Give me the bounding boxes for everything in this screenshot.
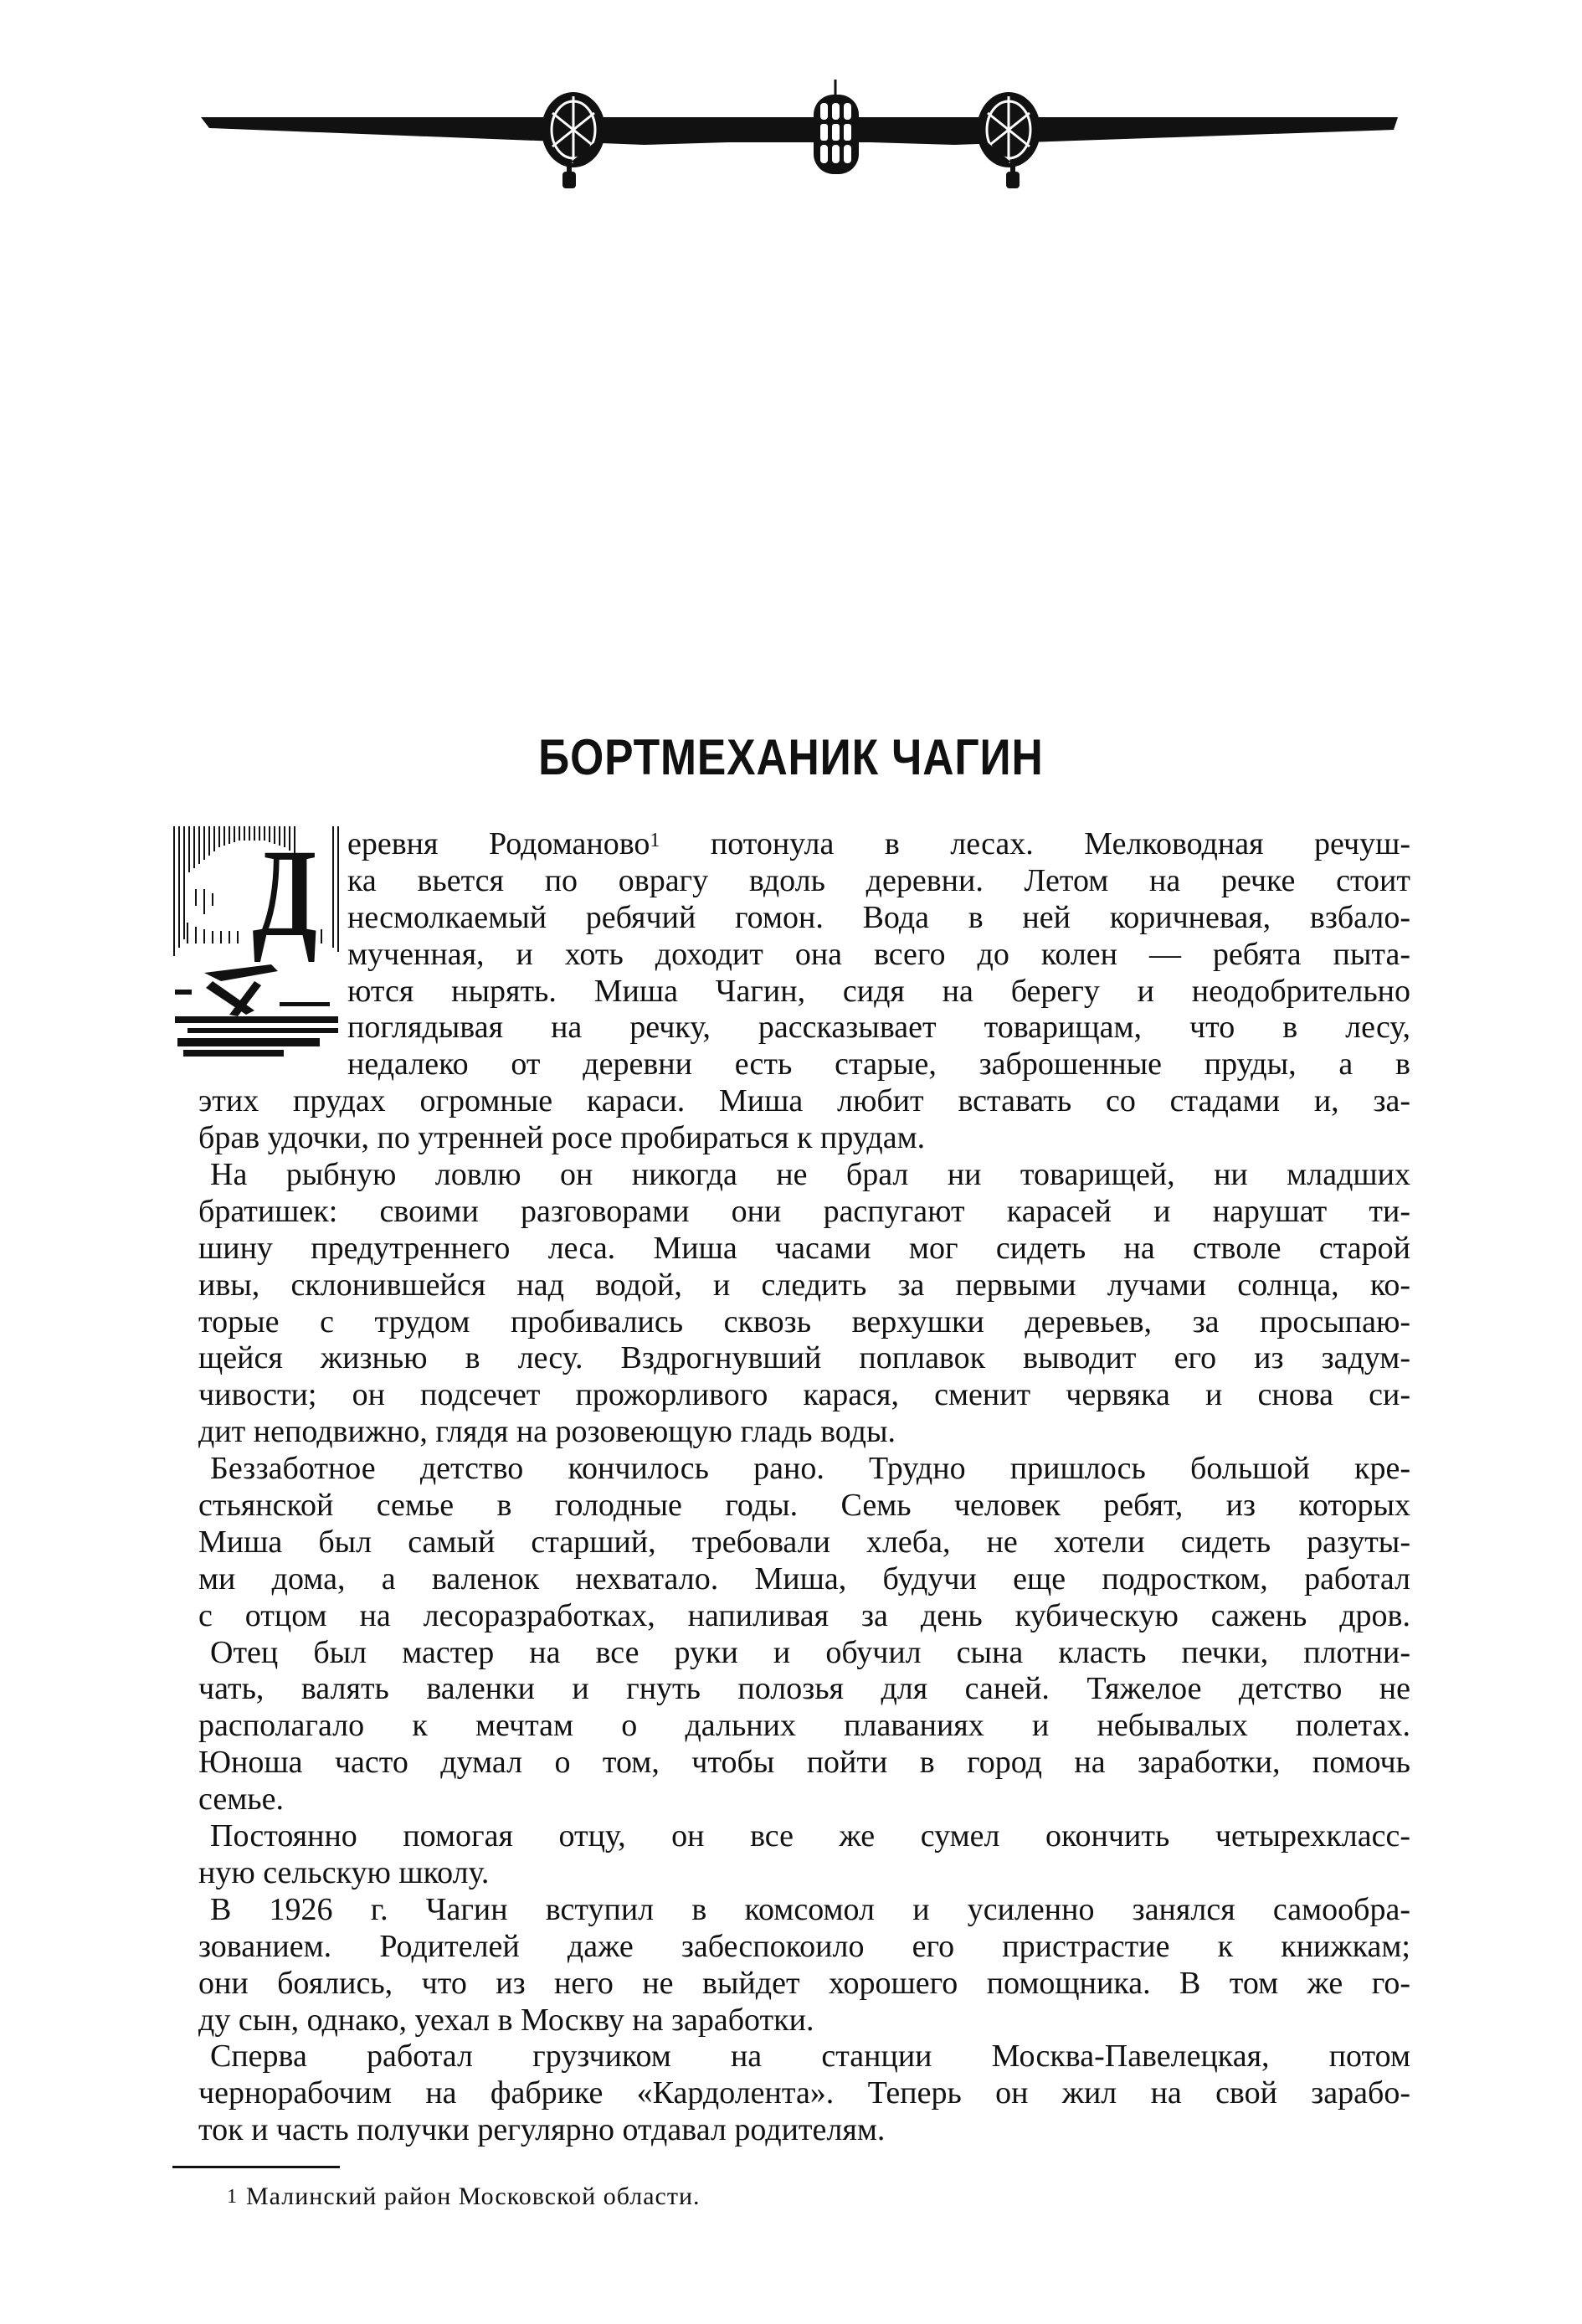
text-line (198, 1157, 1410, 1194)
text-line-content: ивы, склонившейся над водой, и следить за первыми лучами солнца, ко- (198, 1267, 1410, 1303)
text-line (198, 1304, 1410, 1341)
text-line (198, 1782, 1410, 1818)
text-line-content: Миша был самый старший, требовали хлеба, не хотели сидеть разуты- (198, 1524, 1410, 1560)
text-line (198, 1451, 1410, 1488)
text-line (198, 1377, 1410, 1414)
footnote-rule (172, 2166, 340, 2168)
text-line-content: ка вьется по оврагу вдоль деревни. Летом на речке стоит (347, 862, 1410, 898)
text-line (198, 1818, 1410, 1855)
text-line-content: они боялись, что из него не выйдет хорошего помощника. В том же го- (198, 1965, 1410, 2001)
text-line-content: зованием. Родителей даже забеспокоило его пристрастие к книжкам; (198, 1928, 1410, 1964)
footnote (227, 2180, 701, 2213)
text-line (198, 1598, 1410, 1635)
text-line (347, 863, 1410, 900)
text-line-content: братишек: своими разговорами они распугают карасей и нарушат ти- (198, 1193, 1410, 1229)
text-line-content: Беззаботное детство кончилось рано. Трудно пришлось большой кре- (210, 1451, 1410, 1487)
text-line-content: ток и часть получки регулярно отдавал родителям. (198, 2112, 886, 2148)
text-line-content: ную сельскую школу. (198, 1854, 490, 1890)
text-line (198, 1671, 1410, 1708)
text-line-content: На рыбную ловлю он никогда не брал ни товарищей, ни младших (210, 1157, 1410, 1193)
text-line (198, 1120, 1410, 1157)
text-line-content: чать, валять валенки и гнуть полозья для саней. Тяжелое детство не (198, 1671, 1410, 1707)
fuselage-icon (814, 80, 859, 174)
text-line (347, 826, 1410, 863)
text-line (198, 1414, 1410, 1451)
text-line (198, 1892, 1410, 1929)
text-line (198, 1966, 1410, 2003)
text-line-content: семье. (198, 1782, 284, 1818)
text-line (198, 1488, 1410, 1524)
text-line (198, 1635, 1410, 1672)
text-line-content: чивости; он подсечет прожорливого карася, сменит червяка и снова си- (198, 1377, 1410, 1413)
text-line-content: шину предутреннего леса. Миша часами мог сидеть на стволе старой (198, 1230, 1410, 1266)
text-line-content: дит неподвижно, глядя на розовеющую гладь воды. (198, 1414, 896, 1450)
right-engine-icon (977, 92, 1040, 188)
text-line (198, 1561, 1410, 1598)
text-line-content: щейся жизнью в лесу. Вздрогнувший поплавок выводит его из задум- (198, 1340, 1410, 1376)
text-line-content: поглядывая на речку, рассказывает товарищам, что в лесу, (347, 1010, 1410, 1046)
text-line (198, 2039, 1410, 2075)
footnote-text: Малинский район Московской области. (246, 2183, 701, 2210)
text-line (347, 900, 1410, 937)
footnote-number: 1 (227, 2186, 238, 2208)
text-line-content: Отец был мастер на все руки и обучил сына класть печки, плотни- (210, 1634, 1410, 1670)
text-line-content: недалеко от деревни есть старые, заброшенные пруды, а в (347, 1046, 1410, 1082)
airplane-wing (201, 117, 1398, 145)
text-line-content: располагало к мечтам о дальних плаваниях и небывалых полетах. (198, 1708, 1410, 1744)
text-line (347, 1046, 1410, 1083)
text-line-content: Сперва работал грузчиком на станции Москва-Павелецкая, потом (210, 2039, 1410, 2075)
text-line (198, 1083, 1410, 1120)
text-line-content: ду сын, однако, уехал в Москву на заработки. (198, 2002, 814, 2038)
text-line-content: чернорабочим на фабрике «Кардолента». Теперь он жил на свой зарабо- (198, 2075, 1410, 2111)
text-line (198, 1855, 1410, 1892)
text-line-content: с отцом на лесоразработках, напиливая за день кубическую сажень дров. (198, 1597, 1410, 1633)
text-line-content: ются нырять. Миша Чагин, сидя на берегу и неодобрительно (347, 973, 1410, 1009)
footnote-marker: 1 (650, 830, 660, 851)
text-line (347, 1010, 1410, 1046)
text-line (198, 1231, 1410, 1267)
airplane-ornament (201, 80, 1398, 193)
text-line (347, 974, 1410, 1010)
left-engine-icon (542, 92, 605, 188)
text-line-content: Юноша часто думал о том, чтобы пойти в город на заработки, помочь (198, 1745, 1410, 1781)
text-line-content: потонула в лесах. Мелководная речуш- (660, 826, 1411, 861)
text-line-content: ми дома, а валенок нехватало. Миша, будучи еще подростком, работал (198, 1560, 1410, 1596)
text-line-content: В 1926 г. Чагин вступил в комсомол и усиленно занялся самообра- (210, 1891, 1410, 1927)
chapter-title: БОРТМЕХАНИК ЧАГИН (538, 729, 1044, 785)
text-line (198, 2003, 1410, 2039)
text-line-content: торые с трудом пробивались сквозь верхушки деревьев, за просыпаю- (198, 1303, 1410, 1339)
text-line (198, 1745, 1410, 1782)
text-line-content: мученная, и хоть доходит она всего до колен — ребята пыта- (347, 936, 1410, 972)
text-line (198, 1267, 1410, 1304)
text-line (198, 1929, 1410, 1966)
text-line (198, 2112, 1410, 2149)
text-line-content: стьянской семье в голодные годы. Семь человек ребят, из которых (198, 1488, 1410, 1524)
drop-cap-letter: Д (252, 823, 317, 963)
text-line (198, 1524, 1410, 1561)
text-line (198, 2075, 1410, 2112)
text-line (198, 1194, 1410, 1231)
text-line (347, 937, 1410, 974)
text-line (198, 1708, 1410, 1745)
text-line-content: еревня Родоманово (347, 826, 650, 861)
text-line-content: брав удочки, по утренней росе пробираться к прудам. (198, 1120, 926, 1156)
text-line-content: этих прудах огромные караси. Миша любит вставать со стадами и, за- (198, 1083, 1410, 1119)
text-line-content: Постоянно помогая отцу, он все же сумел окончить четырехкласс- (210, 1818, 1410, 1854)
text-line-content: несмолкаемый ребячий гомон. Вода в ней коричневая, взбало- (347, 899, 1410, 935)
text-line (198, 1340, 1410, 1377)
article-body (198, 826, 1410, 2149)
